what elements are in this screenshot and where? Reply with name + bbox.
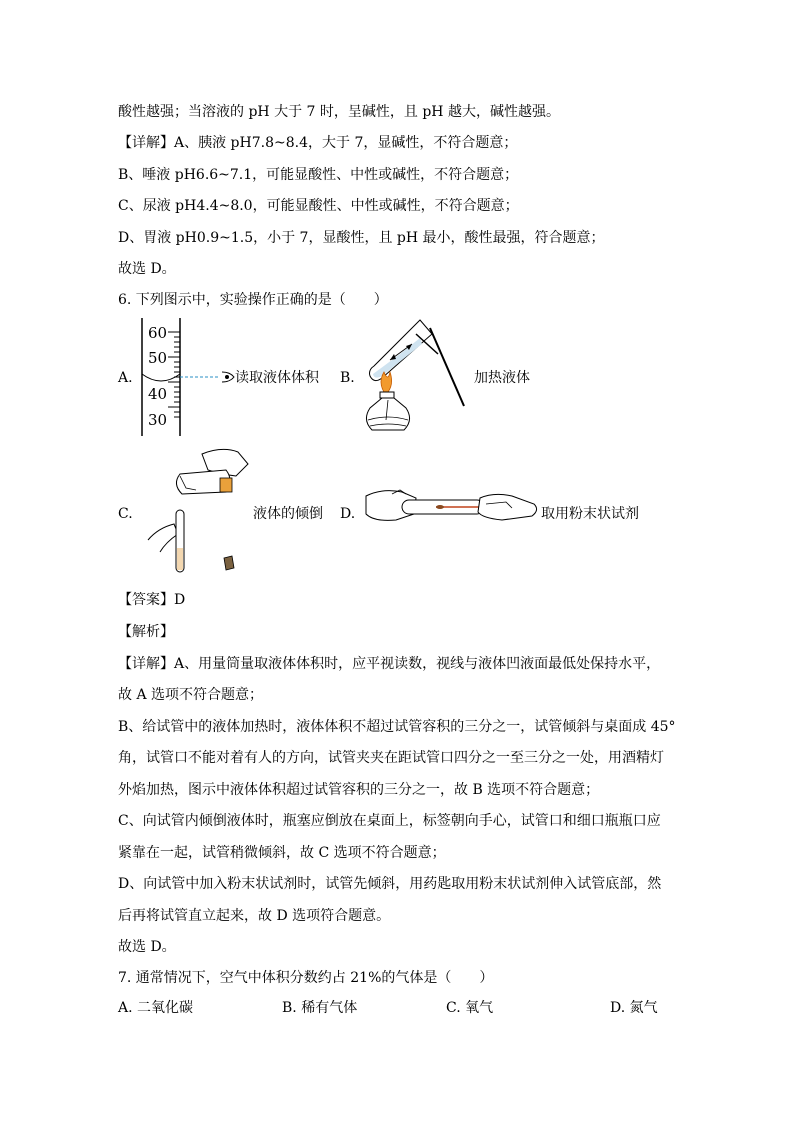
option-a-letter: A. (118, 370, 133, 386)
analysis-line: B、给试管中的液体加热时，液体体积不超过试管容积的三分之一，试管倾斜与桌面成 45° (118, 719, 676, 735)
q7-option-b: B. 稀有气体 (282, 1000, 358, 1016)
option-a-caption: 读取液体体积 (235, 370, 319, 386)
question-6-stem: 6. 下列图示中，实验操作正确的是（ ） (118, 292, 388, 308)
option-c-letter: C. (118, 506, 133, 522)
option-d-caption: 取用粉末状试剂 (541, 506, 639, 522)
analysis-line: 【详解】A、用量筒量取液体体积时，应平视读数，视线与液体凹液面最低处保持水平， (118, 656, 661, 672)
answer-line: 【答案】D (118, 592, 186, 608)
text-line: D、胃液 pH0.9~1.5，小于 7，显酸性，且 pH 最小，酸性最强，符合题意； (118, 230, 605, 246)
option-d-letter: D. (340, 506, 356, 522)
pouring-liquid-figure (138, 444, 256, 576)
powder-reagent-figure (362, 486, 542, 530)
analysis-line: 外焰加热，图示中液体体积超过试管容积的三分之一，故 B 选项不符合题意； (118, 782, 600, 798)
question-7-stem: 7. 通常情况下，空气中体积分数约占 21%的气体是（ ） (118, 970, 494, 986)
cylinder-tick-40: 40 (148, 385, 168, 403)
analysis-line: 紧靠在一起，试管稍微倾斜，故 C 选项不符合题意； (118, 845, 446, 861)
option-b-letter: B. (340, 370, 355, 386)
option-c-caption: 液体的倾倒 (253, 506, 323, 522)
q7-option-a: A. 二氧化碳 (118, 1000, 194, 1016)
cylinder-tick-30: 30 (148, 411, 168, 429)
option-b-caption: 加热液体 (474, 370, 530, 386)
q7-option-c: C. 氧气 (446, 1000, 494, 1016)
text-line: 酸性越强；当溶液的 pH 大于 7 时，呈碱性，且 pH 越大，碱性越强。 (118, 104, 560, 120)
analysis-line: 后再将试管直立起来，故 D 选项符合题意。 (118, 908, 391, 924)
cylinder-tick-60: 60 (148, 324, 168, 342)
analysis-heading: 【解析】 (118, 624, 174, 640)
text-line: 故选 D。 (118, 261, 176, 277)
heating-test-tube-figure (360, 316, 470, 440)
text-line: 【详解】A、胰液 pH7.8~8.4，大于 7，显碱性，不符合题意； (118, 135, 518, 151)
analysis-line: 故 A 选项不符合题意； (118, 687, 264, 703)
text-line: B、唾液 pH6.6~7.1，可能显酸性、中性或碱性，不符合题意； (118, 167, 519, 183)
analysis-line: D、向试管中加入粉末状试剂时，试管先倾斜，用药匙取用粉末状试剂伸入试管底部，然 (118, 876, 662, 892)
analysis-line: 故选 D。 (118, 939, 176, 955)
analysis-line: C、向试管内倾倒液体时，瓶塞应倒放在桌面上，标签朝向手心，试管口和细口瓶瓶口应 (118, 813, 661, 829)
cylinder-tick-50: 50 (148, 349, 168, 367)
analysis-line: 角，试管口不能对着有人的方向，试管夹夹在距试管口四分之一至三分之一处，用酒精灯 (118, 750, 664, 766)
q7-option-d: D. 氮气 (610, 1000, 658, 1016)
text-line: C、尿液 pH4.4~8.0，可能显酸性、中性或碱性，不符合题意； (118, 198, 519, 214)
